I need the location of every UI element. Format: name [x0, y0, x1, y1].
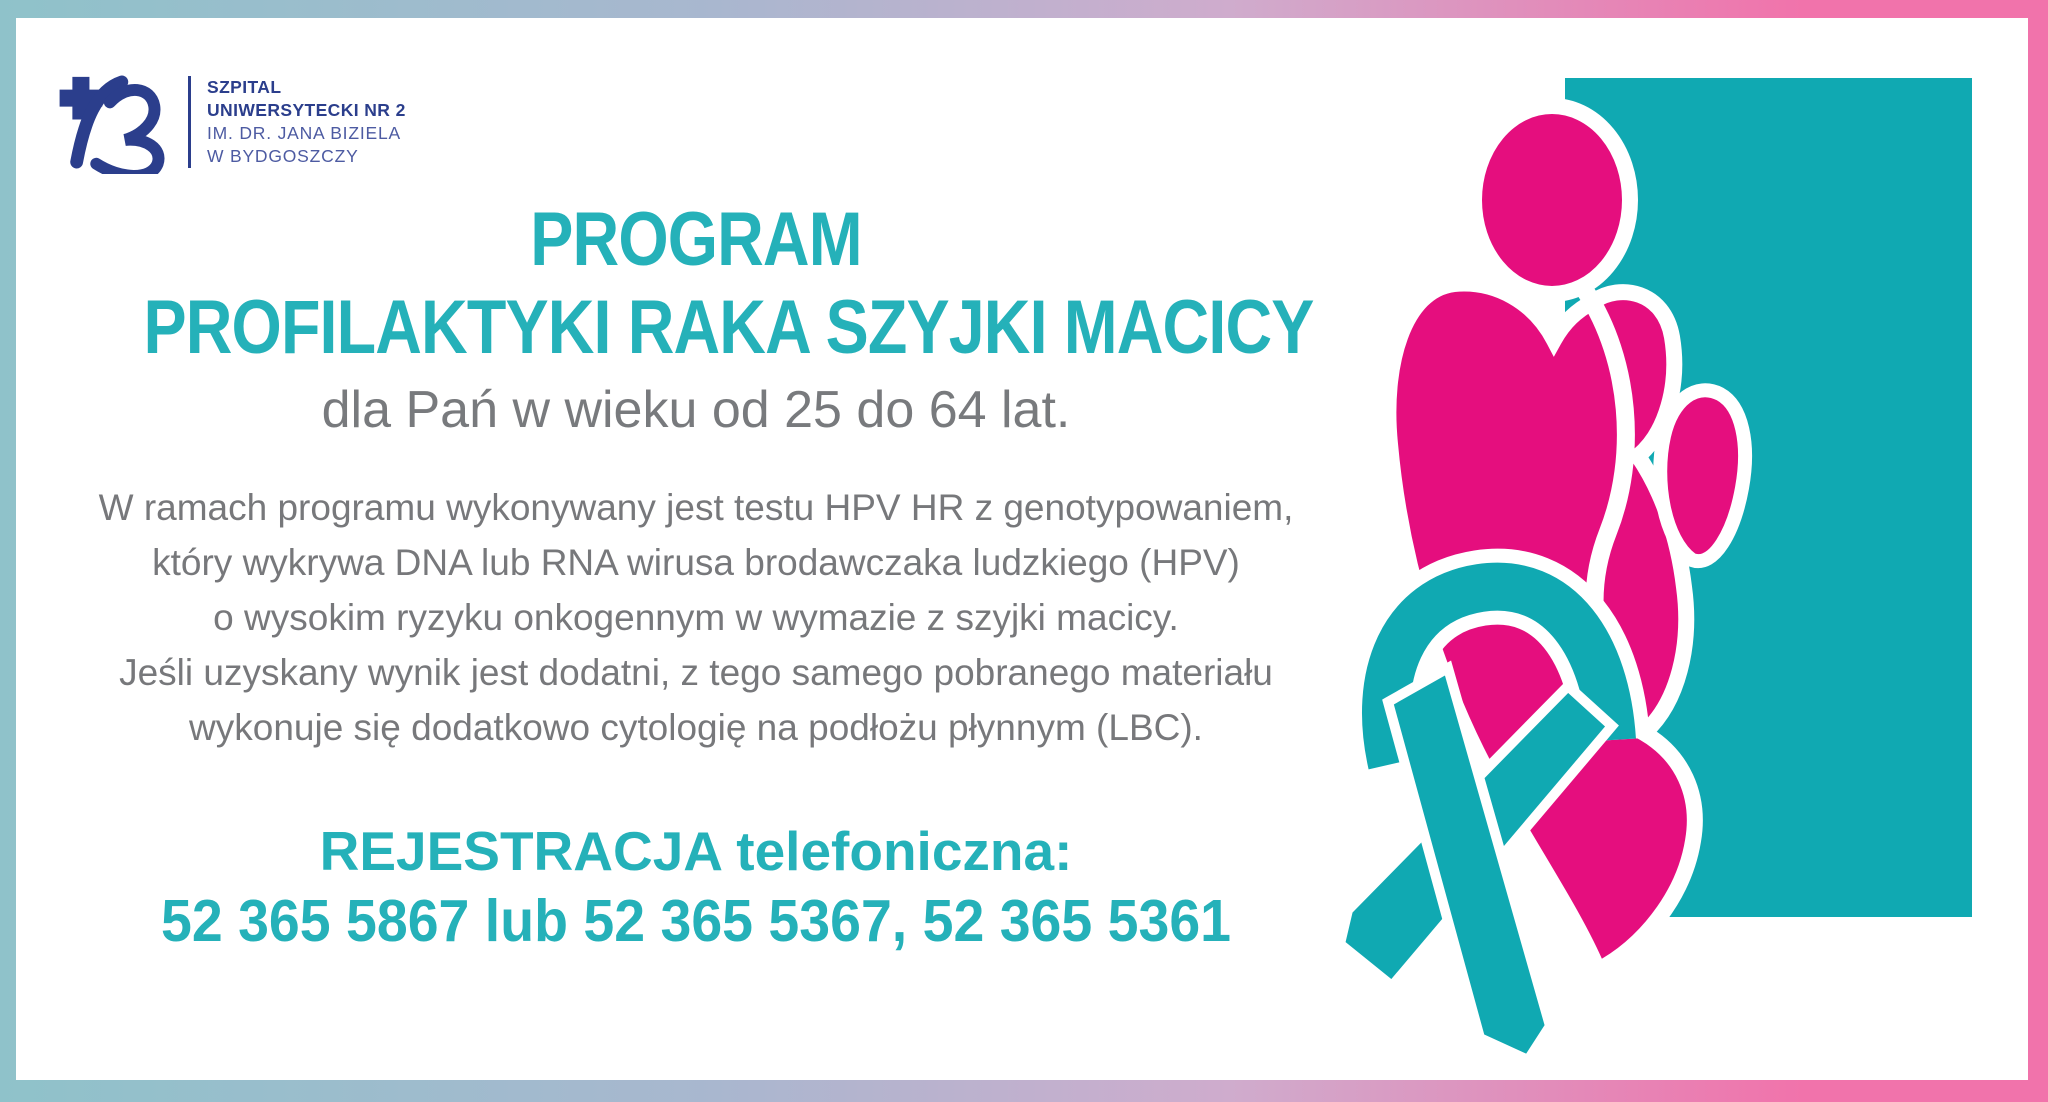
program-title-line1: PROGRAM — [530, 197, 862, 282]
description-line: wykonuje się dodatkowo cytologię na podłożu płynnym (LBC). — [189, 707, 1203, 748]
logo-org-name-line3: IM. DR. JANA BIZIELA — [207, 123, 401, 143]
cervical-cancer-awareness-art — [1330, 40, 2040, 1080]
description-line: W ramach programu wykonywany jest testu HPV HR z genotypowaniem, — [98, 487, 1294, 528]
hospital-logo — [56, 70, 406, 174]
logo-org-name-line2: UNIWERSYTECKI NR 2 — [207, 100, 406, 120]
poster-canvas — [16, 18, 2028, 1080]
program-subtitle: dla Pań w wieku od 25 do 64 lat. — [321, 381, 1071, 439]
woman-figure-head — [1474, 106, 1630, 294]
registration-phone-numbers: 52 365 5867 lub 52 365 5367, 52 365 5361 — [160, 888, 1232, 954]
logo-text — [207, 76, 406, 168]
description-line: o wysokim ryzyku onkogennym w wymazie z szyjki macicy. — [213, 597, 1179, 638]
logo-divider — [188, 76, 191, 168]
program-description — [46, 480, 1346, 755]
description-line: który wykrywa DNA lub RNA wirusa brodawczaka ludzkiego (HPV) — [152, 542, 1240, 583]
woman-figure-knee — [1660, 390, 1745, 561]
registration-heading: REJESTRACJA telefoniczna: — [319, 820, 1073, 882]
hospital-logo-b-heart-icon — [56, 70, 174, 174]
description-line: Jeśli uzyskany wynik jest dodatni, z tego samego pobranego materiału — [119, 652, 1273, 693]
program-title — [143, 196, 1314, 372]
logo-org-name-line1: SZPITAL — [207, 77, 282, 97]
logo-org-name-line4: W BYDGOSZCZY — [207, 146, 359, 166]
program-title-line2: PROFILAKTYKI RAKA SZYJKI MACICY — [143, 285, 1314, 370]
